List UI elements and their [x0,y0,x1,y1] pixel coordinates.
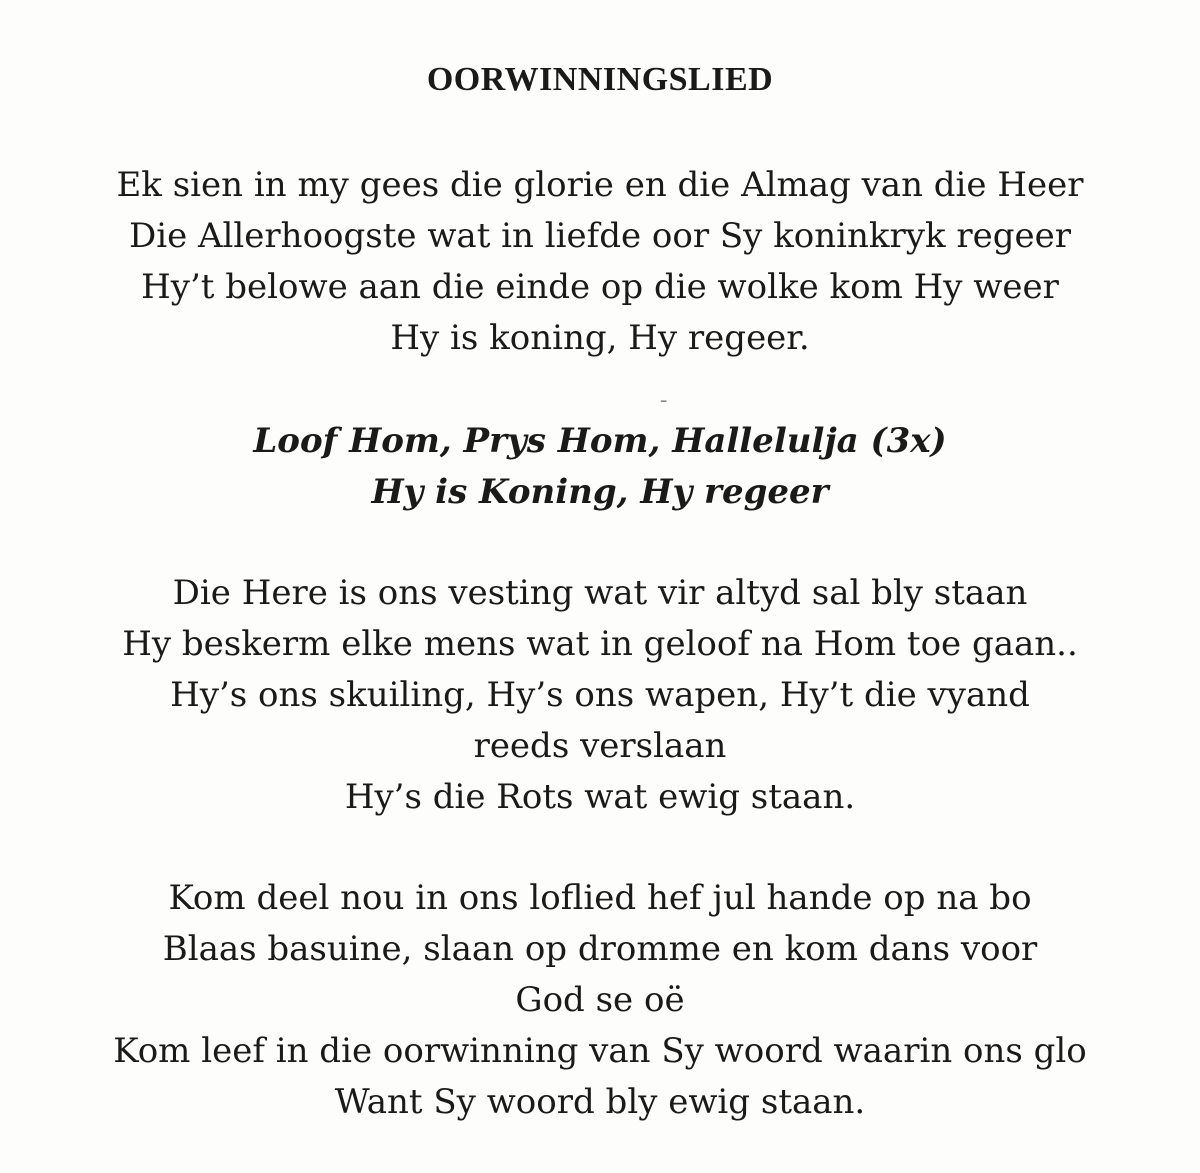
verse-2-line: Hy beskerm elke mens wat in geloof na Hom toe gaan.. [122,624,1078,664]
verse-2-line: Die Here is ons vesting wat vir altyd sal bly staan [172,573,1028,613]
stray-pen-mark: ـ [661,386,667,407]
verse-3-line: God se oë [515,980,685,1020]
verse-3-line: Want Sy woord bly ewig staan. [334,1082,866,1122]
verse-2-line: Hy’s die Rots wat ewig staan. [344,777,856,817]
verse-2-line: reeds verslaan [473,726,727,766]
chorus-line: Loof Hom, Prys Hom, Hallelulja (3x) [253,421,947,461]
verse-3-line: Kom leef in die oorwinning van Sy woord waarin ons glo [113,1031,1087,1071]
verse-1-line: Hy is koning, Hy regeer. [390,318,810,358]
verse-2-line: Hy’s ons skuiling, Hy’s ons wapen, Hy’t die vyand [170,675,1030,715]
verse-3-line: Blaas basuine, slaan op dromme en kom dans voor [162,929,1038,969]
chorus [0,416,1200,518]
verse-1 [0,160,1200,364]
verse-1-line: Ek sien in my gees die glorie en die Almag van die Heer [116,165,1084,205]
verse-2 [0,568,1200,823]
verse-3-line: Kom deel nou in ons loflied hef jul hande op na bo [168,878,1032,918]
verse-1-line: Hy’t belowe aan die einde op die wolke kom Hy weer [141,267,1059,307]
song-title: OORWINNINGSLIED [426,61,774,98]
verse-3 [0,873,1200,1128]
verse-1-line: Die Allerhoogste wat in liefde oor Sy koninkryk regeer [128,216,1072,256]
chorus-line: Hy is Koning, Hy regeer [371,472,829,512]
